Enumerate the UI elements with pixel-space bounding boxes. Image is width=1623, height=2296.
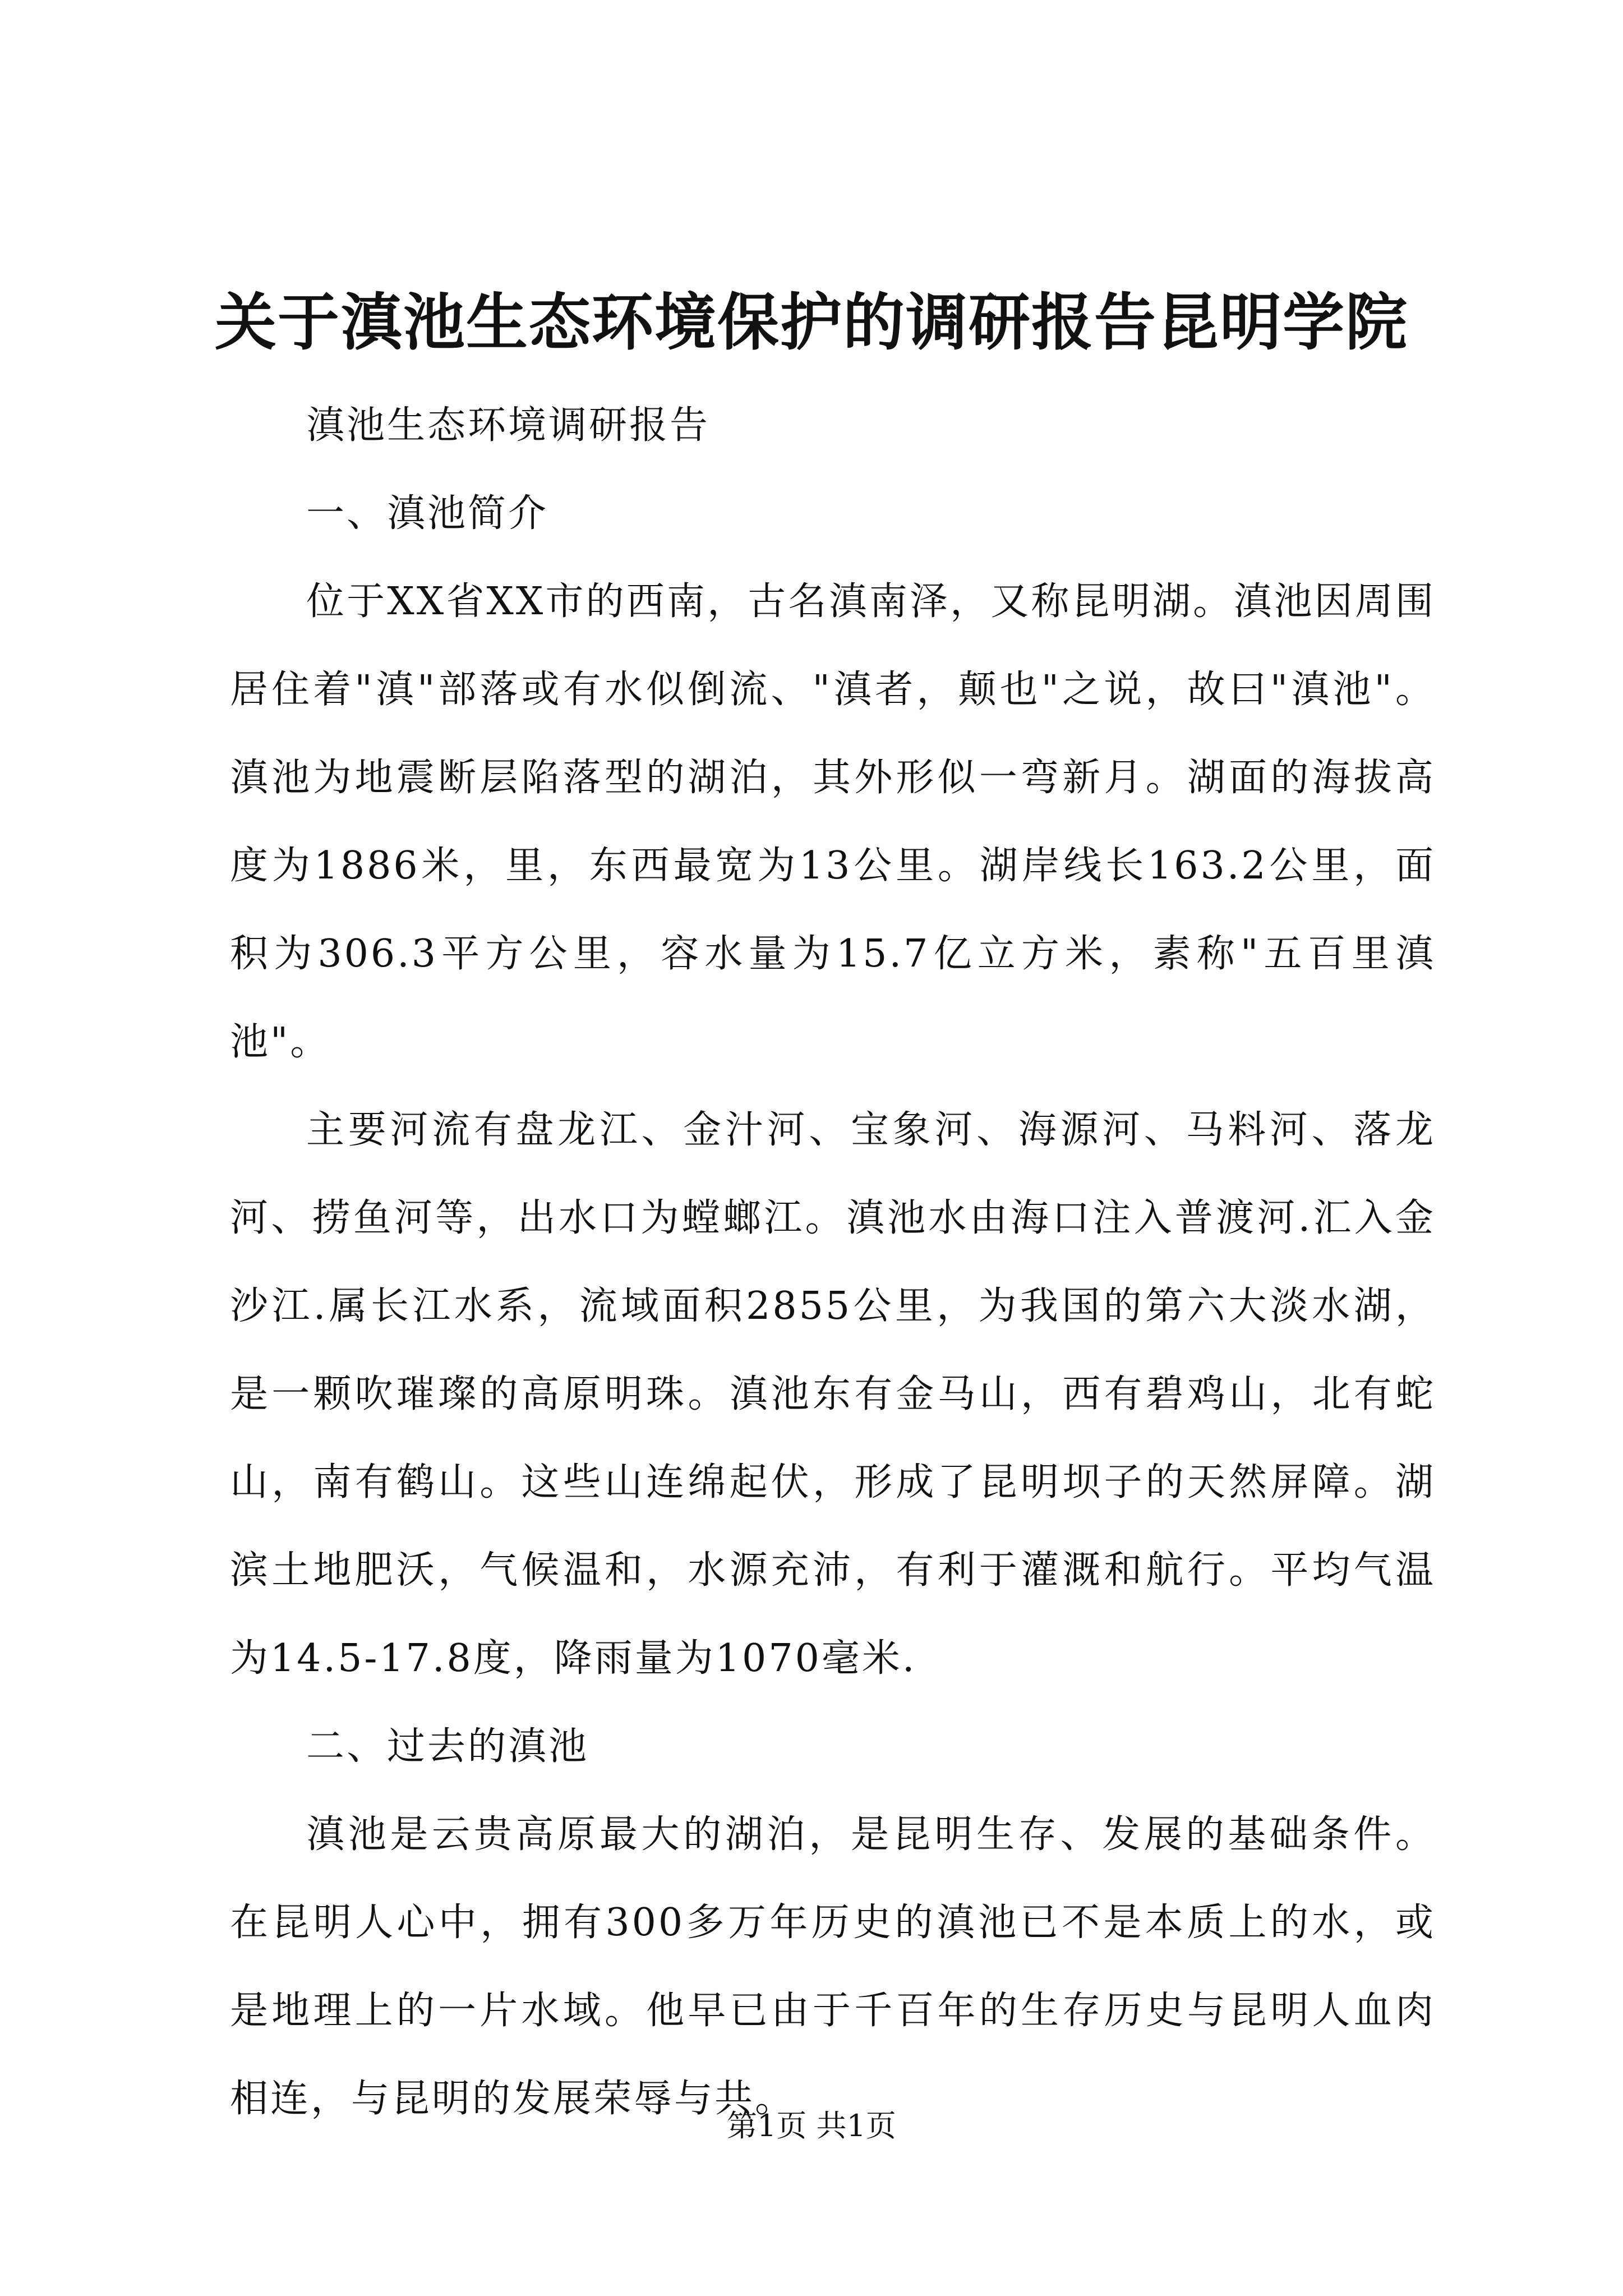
section-heading-past: 二、过去的滇池 xyxy=(306,1724,589,1769)
section-heading-intro: 一、滇池简介 xyxy=(306,491,549,536)
paragraph-rivers: 主要河流有盘龙江、金汁河、宝象河、海源河、马料河、落龙河、捞鱼河等，出水口为螳螂江。滇池水由海口注入普渡河.汇入金沙江.属长江水系，流域面积2855公里，为我国的第六大淡水湖，是一颗吹璀璨的高原明珠。滇池东有金马山，西有碧鸡山，北有蛇山，南有鹤山。这些山连绵起伏，形成了昆明坝子的天然屏障。湖滨土地肥沃，气候温和，水源充沛，有利于灌溉和航行。平均气温为14.5-17.8度，降雨量为1070毫米. xyxy=(230,1108,1436,1681)
page-footer: 第1页 共1页 xyxy=(727,2108,896,2143)
document-body xyxy=(230,381,1436,2143)
report-subtitle: 滇池生态环境调研报告 xyxy=(306,403,711,448)
document-title: 关于滇池生态环境保护的调研报告昆明学院 xyxy=(215,286,1408,358)
paragraph-past: 滇池是云贵高原最大的湖泊，是昆明生存、发展的基础条件。在昆明人心中，拥有300多万年历史的滇池已不是本质上的水，或是地理上的一片水域。他早已由于千百年的生存历史与昆明人血肉相连，与昆明的发展荣辱与共。 xyxy=(230,1812,1436,2121)
paragraph-location: 位于XX省XX市的西南，古名滇南泽，又称昆明湖。滇池因周围居住着"滇"部落或有水似倒流、"滇者，颠也"之说，故曰"滇池"。滇池为地震断层陷落型的湖泊，其外形似一弯新月。湖面的海拔高度为1886米，里，东西最宽为13公里。湖岸线长163.2公里，面积为306.3平方公里，容水量为15.7亿立方米，素称"五百里滇池"。 xyxy=(230,579,1436,1064)
